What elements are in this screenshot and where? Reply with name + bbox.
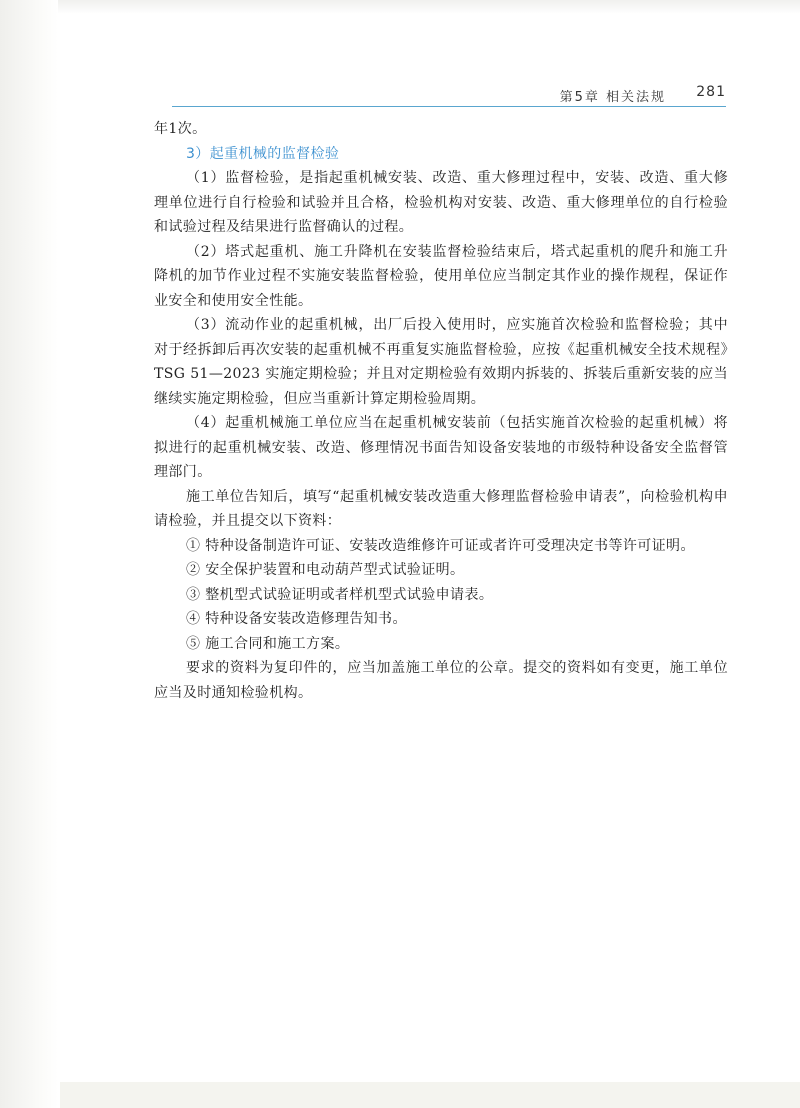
page-body	[154, 117, 728, 705]
header-divider	[172, 106, 726, 107]
list-item-1: ① 特种设备制造许可证、安装改造维修许可证或者许可受理决定书等许可证明。	[186, 537, 695, 554]
paragraph-3: （3）流动作业的起重机械，出厂后投入使用时，应实施首次检验和监督检验；其中对于经拆卸后再次安装的起重机械不再重复实施监督检验，应按《起重机械安全技术规程》TSG 51—2023 实施定期检验；并且对定期检验有效期内拆装的、拆装后重新安装的应当继续实施定期检验，但应当重新计算定期检验周期。	[154, 317, 728, 407]
list-item-3: ③ 整机型式试验证明或者样机型式试验申请表。	[186, 586, 494, 603]
page-number: 281	[696, 84, 726, 100]
lead-line: 年1次。	[154, 121, 207, 137]
running-header	[172, 84, 726, 106]
closing-paragraph: 要求的资料为复印件的，应当加盖施工单位的公章。提交的资料如有变更，施工单位应当及时通知检验机构。	[154, 660, 728, 701]
list-item-5: ⑤ 施工合同和施工方案。	[186, 635, 350, 652]
scan-top-shadow	[58, 0, 800, 14]
scan-bottom-strip	[60, 1082, 800, 1108]
paragraph-2: （2）塔式起重机、施工升降机在安装监督检验结束后，塔式起重机的爬升和施工升降机的加节作业过程不实施安装监督检验，使用单位应当制定其作业的操作规程，保证作业安全和使用安全性能。	[154, 243, 728, 309]
list-item-4: ④ 特种设备安装改造修理告知书。	[186, 611, 407, 627]
paragraph-1: （1）监督检验，是指起重机械安装、改造、重大修理过程中，安装、改造、重大修理单位进行自行检验和试验并且合格，检验机构对安装、改造、重大修理单位的自行检验和试验过程及结果进行监督确认的过程。	[154, 170, 728, 235]
section-heading: 3）起重机械的监督检验	[186, 145, 340, 162]
paragraph-5: 施工单位告知后，填写“起重机械安装改造重大修理监督检验申请表”，向检验机构申请检验，并且提交以下资料：	[154, 488, 728, 529]
list-item-2: ② 安全保护装置和电动葫芦型式试验证明。	[186, 562, 465, 578]
paragraph-4: （4）起重机械施工单位应当在起重机械安装前（包括实施首次检验的起重机械）将拟进行的起重机械安装、改造、修理情况书面告知设备安装地的市级特种设备安全监督管理部门。	[154, 415, 728, 480]
scan-edge-shadow	[0, 0, 58, 1108]
chapter-title: 第5章 相关法规	[559, 90, 666, 105]
